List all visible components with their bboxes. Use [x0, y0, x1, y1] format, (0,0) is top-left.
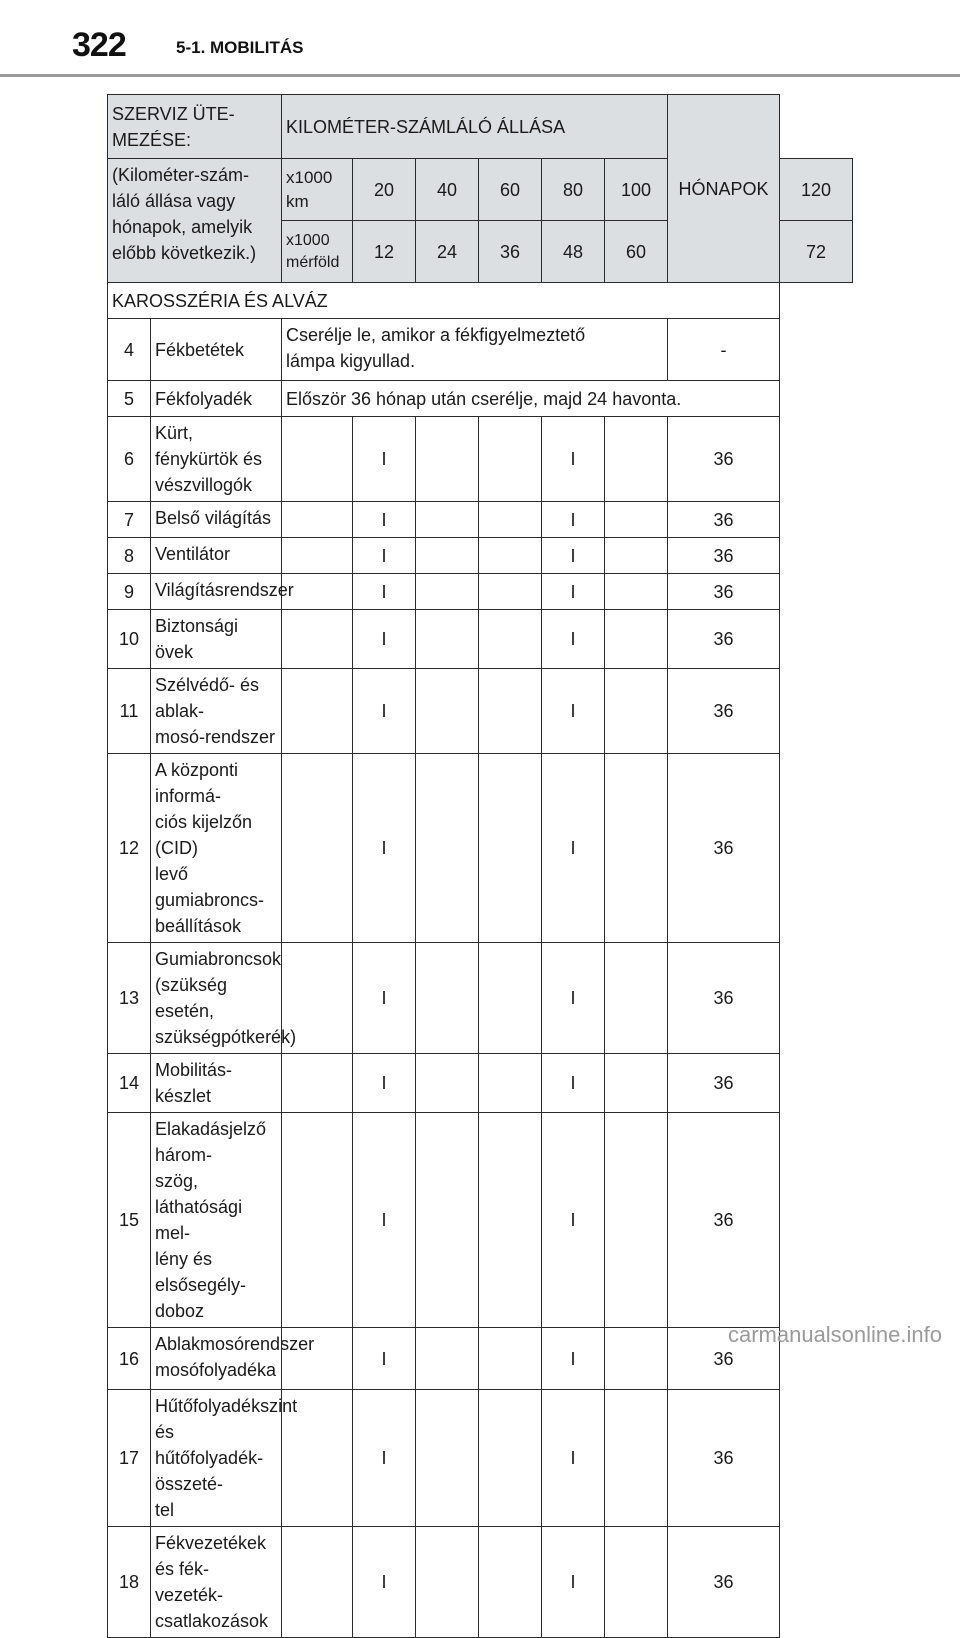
interval-cell [282, 538, 353, 574]
condition-note: (Kilométer-szám- láló állása vagy hónapok, amelyik előbb következik.) [108, 159, 282, 283]
row-item: Szélvédő- és ablak- mosó-rendszer [151, 669, 282, 754]
interval-cell [479, 754, 542, 943]
interval-cell: I [353, 417, 416, 502]
interval-cell [605, 1390, 668, 1527]
interval-cell: I [542, 1328, 605, 1390]
interval-cell [479, 538, 542, 574]
row-number: 18 [108, 1527, 151, 1638]
interval-cell [416, 502, 479, 538]
interval-cell [416, 417, 479, 502]
km-unit: x1000 km [282, 159, 353, 221]
interval-cell: I [542, 502, 605, 538]
table-row [108, 319, 853, 381]
interval-cell [416, 1390, 479, 1527]
row-number: 4 [108, 319, 151, 381]
row-number: 17 [108, 1390, 151, 1527]
table-row [108, 754, 853, 943]
interval-cell [416, 754, 479, 943]
interval-cell [605, 943, 668, 1054]
interval-cell: I [353, 1054, 416, 1113]
interval-cell [605, 754, 668, 943]
interval-cell [605, 1527, 668, 1638]
interval-cell: I [542, 1390, 605, 1527]
interval-cell [605, 610, 668, 669]
row-number: 11 [108, 669, 151, 754]
mile-unit: x1000 mérföld [282, 221, 353, 283]
row-item: Hűtőfolyadékszint és hűtőfolyadék-összeté- tel [151, 1390, 282, 1527]
row-months: 36 [668, 1390, 780, 1527]
km-value: 80 [542, 159, 605, 221]
interval-cell [479, 1113, 542, 1328]
table-row [108, 669, 853, 754]
interval-cell: I [353, 669, 416, 754]
section-title: 5-1. MOBILITÁS [176, 38, 304, 57]
interval-cell [282, 1054, 353, 1113]
maintenance-table [107, 94, 853, 1638]
table-row [108, 1054, 853, 1113]
table-row [108, 943, 853, 1054]
km-value: 100 [605, 159, 668, 221]
row-item: Gumiabroncsok (szükség esetén, szükségpótkerék) [151, 943, 282, 1054]
km-value: 40 [416, 159, 479, 221]
odometer-label: KILOMÉTER-SZÁMLÁLÓ ÁLLÁSA [282, 95, 668, 159]
table-row [108, 574, 853, 610]
row-item: Elakadásjelző három- szög, láthatósági mel- lény és elsősegély- doboz [151, 1113, 282, 1328]
row-months: 36 [668, 417, 780, 502]
table-row [108, 1527, 853, 1638]
interval-cell: I [542, 574, 605, 610]
row-number: 8 [108, 538, 151, 574]
row-number: 12 [108, 754, 151, 943]
interval-cell [479, 1054, 542, 1113]
km-value: 120 [780, 159, 853, 221]
interval-cell: I [542, 1113, 605, 1328]
interval-cell: I [542, 1054, 605, 1113]
interval-cell: I [353, 1390, 416, 1527]
row-note: Cserélje le, amikor a fékfigyelmeztető lámpa kigyullad. [282, 319, 668, 381]
row-months: 36 [668, 754, 780, 943]
service-label: SZERVIZ ÜTE- MEZÉSE: [108, 95, 282, 159]
interval-cell [605, 502, 668, 538]
table-row [108, 1113, 853, 1328]
row-item: Világításrendszer [151, 574, 282, 610]
row-months: 36 [668, 1527, 780, 1638]
row-number: 9 [108, 574, 151, 610]
interval-cell [605, 417, 668, 502]
interval-cell [479, 669, 542, 754]
row-number: 7 [108, 502, 151, 538]
interval-cell [282, 669, 353, 754]
row-item: A központi informá- ciós kijelzőn (CID) levő gumiabroncs- beállítások [151, 754, 282, 943]
row-number: 14 [108, 1054, 151, 1113]
interval-cell [282, 754, 353, 943]
interval-cell [416, 1527, 479, 1638]
mile-value: 12 [353, 221, 416, 283]
interval-cell [479, 502, 542, 538]
interval-cell: I [542, 610, 605, 669]
interval-cell [605, 1113, 668, 1328]
row-months: 36 [668, 1328, 780, 1390]
interval-cell: I [353, 610, 416, 669]
row-number: 13 [108, 943, 151, 1054]
interval-cell: I [353, 1527, 416, 1638]
section-row [108, 283, 853, 319]
row-months: 36 [668, 669, 780, 754]
interval-cell [479, 1328, 542, 1390]
page-number: 322 [72, 26, 126, 64]
interval-cell [282, 610, 353, 669]
row-number: 15 [108, 1113, 151, 1328]
row-months: 36 [668, 943, 780, 1054]
row-item: Biztonsági övek [151, 610, 282, 669]
interval-cell: I [542, 943, 605, 1054]
interval-cell [282, 417, 353, 502]
interval-cell [605, 1054, 668, 1113]
row-number: 10 [108, 610, 151, 669]
row-months: 36 [668, 1113, 780, 1328]
interval-cell [479, 943, 542, 1054]
header-divider [0, 74, 960, 77]
interval-cell: I [353, 574, 416, 610]
mile-value: 72 [780, 221, 853, 283]
row-months: 36 [668, 574, 780, 610]
row-item: Fékfolyadék [151, 381, 282, 417]
row-months: 36 [668, 502, 780, 538]
row-months: 36 [668, 1054, 780, 1113]
interval-cell [605, 538, 668, 574]
interval-cell: I [353, 538, 416, 574]
table-row [108, 610, 853, 669]
row-item: Ablakmosórendszer mosófolyadéka [151, 1328, 282, 1390]
interval-cell [282, 1113, 353, 1328]
interval-cell [416, 669, 479, 754]
table-row [108, 1390, 853, 1527]
row-item: Fékbetétek [151, 319, 282, 381]
row-item: Fékvezetékek és fék- vezeték-csatlakozások [151, 1527, 282, 1638]
interval-cell [479, 417, 542, 502]
interval-cell: I [542, 417, 605, 502]
row-item: Ventilátor [151, 538, 282, 574]
table-header-row [108, 95, 853, 159]
mile-value: 36 [479, 221, 542, 283]
interval-cell [479, 574, 542, 610]
row-number: 5 [108, 381, 151, 417]
interval-cell: I [353, 502, 416, 538]
page-header [0, 0, 960, 80]
interval-cell [416, 610, 479, 669]
interval-cell [416, 943, 479, 1054]
row-item: Belső világítás [151, 502, 282, 538]
interval-cell [416, 538, 479, 574]
months-label: HÓNAPOK [668, 95, 780, 283]
watermark: carmanualsonline.info [727, 1322, 942, 1347]
row-number: 16 [108, 1328, 151, 1390]
interval-cell [605, 669, 668, 754]
table-row [108, 502, 853, 538]
interval-cell [479, 1390, 542, 1527]
interval-cell: I [542, 754, 605, 943]
row-item: Mobilitás-készlet [151, 1054, 282, 1113]
km-value: 20 [353, 159, 416, 221]
table-row [108, 381, 853, 417]
interval-cell [416, 1328, 479, 1390]
table-row [108, 538, 853, 574]
row-months: 36 [668, 538, 780, 574]
row-months: 36 [668, 610, 780, 669]
interval-cell [479, 610, 542, 669]
interval-cell: I [542, 1527, 605, 1638]
mile-value: 24 [416, 221, 479, 283]
row-note: Először 36 hónap után cserélje, majd 24 havonta. [282, 381, 780, 417]
interval-cell [416, 1054, 479, 1113]
interval-cell [282, 502, 353, 538]
interval-cell [605, 1328, 668, 1390]
row-item: Kürt, fénykürtök és vészvillogók [151, 417, 282, 502]
interval-cell [479, 1527, 542, 1638]
row-number: 6 [108, 417, 151, 502]
mile-value: 60 [605, 221, 668, 283]
interval-cell: I [353, 1113, 416, 1328]
km-value: 60 [479, 159, 542, 221]
interval-cell: I [542, 538, 605, 574]
interval-cell: I [542, 669, 605, 754]
section-title-cell: KAROSSZÉRIA ÉS ALVÁZ [108, 283, 780, 319]
interval-cell [416, 574, 479, 610]
row-months: - [668, 319, 780, 381]
interval-cell [416, 1113, 479, 1328]
interval-cell [605, 574, 668, 610]
interval-cell: I [353, 943, 416, 1054]
interval-cell: I [353, 754, 416, 943]
interval-cell: I [353, 1328, 416, 1390]
mile-value: 48 [542, 221, 605, 283]
interval-cell [282, 1527, 353, 1638]
table-row [108, 417, 853, 502]
